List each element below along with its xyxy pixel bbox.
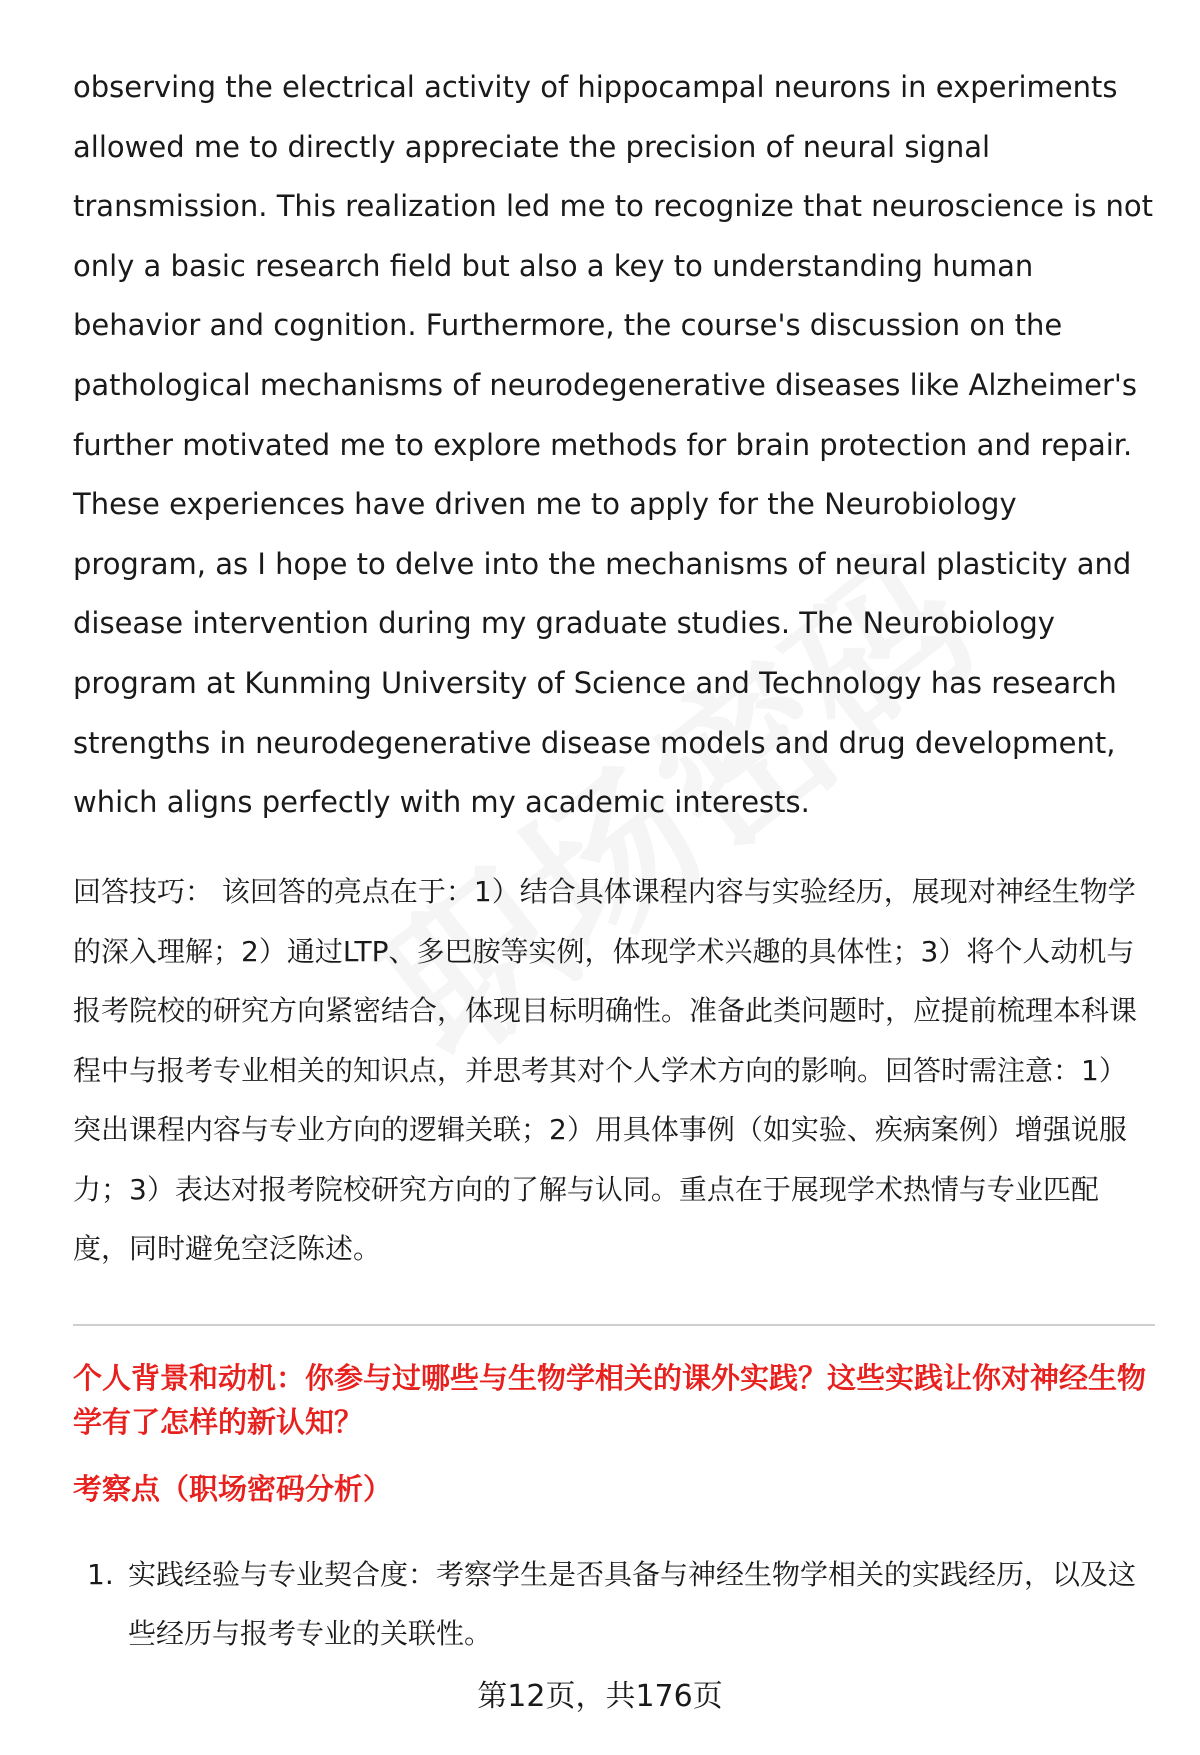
tips-label: 回答技巧： (73, 875, 214, 908)
question-heading: 个人背景和动机：你参与过哪些与生物学相关的课外实践？这些实践让你对神经生物学有了怎样的新认知？ (73, 1361, 1147, 1439)
page-footer: 第12页，共176页 (477, 1679, 723, 1714)
answer-tips (73, 862, 1153, 1279)
list-item (73, 1545, 1153, 1663)
assessment-points-list (73, 1545, 1153, 1663)
list-item-number: 1. (87, 1558, 114, 1591)
assessment-points-heading: 考察点（职场密码分析） (73, 1472, 393, 1506)
tips-text: 该回答的亮点在于：1）结合具体课程内容与实验经历，展现对神经生物学的深入理解；2）通过LTP、多巴胺等实例，体现学术兴趣的具体性；3）将个人动机与报考院校的研究方向紧密结合，体现目标明确性。准备此类问题时，应提前梳理本科课程中与报考专业相关的知识点，并思考其对个人学术方向的影响。回答时需注意：1）突出课程内容与专业方向的逻辑关联；2）用具体事例（如实验、疾病案例）增强说服力；3）表达对报考院校研究方向的了解与认同。重点在于展现学术热情与专业匹配度，同时避免空泛陈述。 (73, 875, 1138, 1265)
list-item-text: 实践经验与专业契合度：考察学生是否具备与神经生物学相关的实践经历，以及这些经历与报考专业的关联性。 (128, 1558, 1137, 1650)
section-divider (73, 1324, 1155, 1326)
answer-paragraph: observing the electrical activity of hippocampal neurons in experiments allowed me to directly appreciate the precision of neural signal transmission. This realization led me to recognize that neuroscience is not only a basic research field but also a key to understanding human behavior and cognition. Furthermore, the course's discussion on the pathological mechanisms of neurodegenerative diseases like Alzheimer's further motivated me to explore methods for brain protection and repair. These experiences have driven me to apply for the Neurobiology program, as I hope to delve into the mechanisms of neural plasticity and disease intervention during my graduate studies. The Neurobiology program at Kunming University of Science and Technology has research strengths in neurodegenerative disease models and drug development, which aligns perfectly with my academic interests. (73, 70, 1154, 820)
